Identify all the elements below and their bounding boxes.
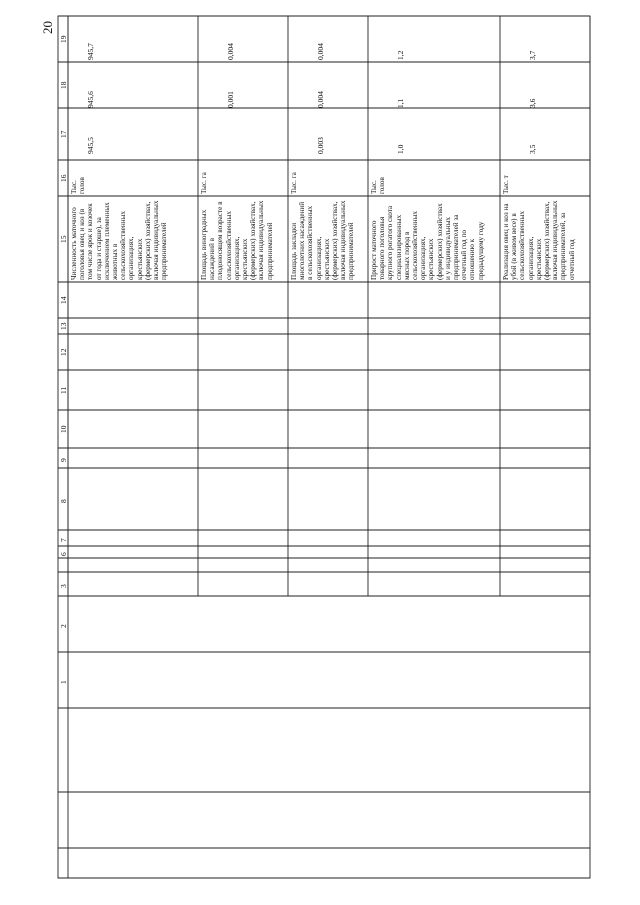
column-number: 13: [59, 322, 68, 330]
value-cell: 0,003: [316, 137, 325, 154]
column-number: 17: [59, 130, 68, 138]
column-number: 10: [59, 425, 68, 433]
column-number: 16: [59, 174, 68, 182]
indicator-text: Численность маточного поголовья овец и коз (в том числе ярок и козочек от года и старше), за исключением племенных животных в сельскохозяйственных организациях, крестьянских (фермерских) хозяйствах, включая индивидуальных предпринимателей: [70, 200, 169, 280]
value-cell: 3,6: [528, 98, 537, 108]
value-cell: 0,004: [316, 43, 325, 60]
column-number: 3: [59, 584, 68, 588]
column-number: 18: [59, 81, 68, 89]
unit-text: Тыс. га: [290, 172, 298, 194]
unit-text: Тыс. голов: [70, 177, 87, 194]
page-number: 20: [40, 21, 55, 34]
column-number: 2: [59, 624, 68, 628]
indicator-text: Реализация овец и коз на убой (в живом весе) в сельскохозяйственных организациях, крестьянских (фермерских) хозяйствах, включая индивидуальных предпринимателей, за отчетный год: [502, 200, 576, 280]
column-number: 6: [59, 552, 68, 556]
unit-text: Тыс. га: [200, 172, 208, 194]
value-cell: 1,0: [396, 144, 405, 154]
unit-text: Тыс. голов: [370, 177, 387, 194]
column-number: 12: [59, 348, 68, 356]
column-number: 1: [59, 680, 68, 684]
indicator-text: Прирост маточного товарного поголовья крупного рогатого скота специализированных мясных пород в сельскохозяйственных организациях, крестьянских (фермерских) хозяйствах и у индивидуальных предпринимателей за отчетный год по отношению к предыдущему году: [370, 203, 485, 280]
column-number: 14: [59, 296, 68, 304]
value-cell: 3,5: [528, 144, 537, 154]
value-cell: 0,004: [226, 43, 235, 60]
value-cell: 3,7: [528, 50, 537, 60]
column-number: 9: [59, 458, 68, 462]
column-number: 11: [59, 386, 68, 394]
indicator-text: Площадь закладки многолетних насаждений в сельскохозяйственных организациях, крестьянских (фермерских) хозяйствах, включая индивидуальных предпринимателей: [290, 200, 356, 280]
value-cell: 945,6: [86, 91, 95, 108]
value-cell: 945,5: [86, 137, 95, 154]
value-cell: 0,004: [316, 91, 325, 108]
column-number: 15: [59, 235, 68, 243]
value-cell: 945,7: [86, 43, 95, 60]
column-number: 19: [59, 35, 68, 43]
column-number: 7: [59, 538, 68, 542]
value-cell: 0,001: [226, 91, 235, 108]
column-number: 8: [59, 499, 68, 503]
indicator-text: Площадь виноградных насаждений в плодоносящем возрасте в сельскохозяйственных организациях, крестьянских (фермерских) хозяйствах, включая индивидуальных предпринимателей: [200, 200, 274, 280]
value-cell: 1,1: [396, 98, 405, 108]
value-cell: 1,2: [396, 50, 405, 60]
unit-text: Тыс. т: [502, 175, 510, 194]
